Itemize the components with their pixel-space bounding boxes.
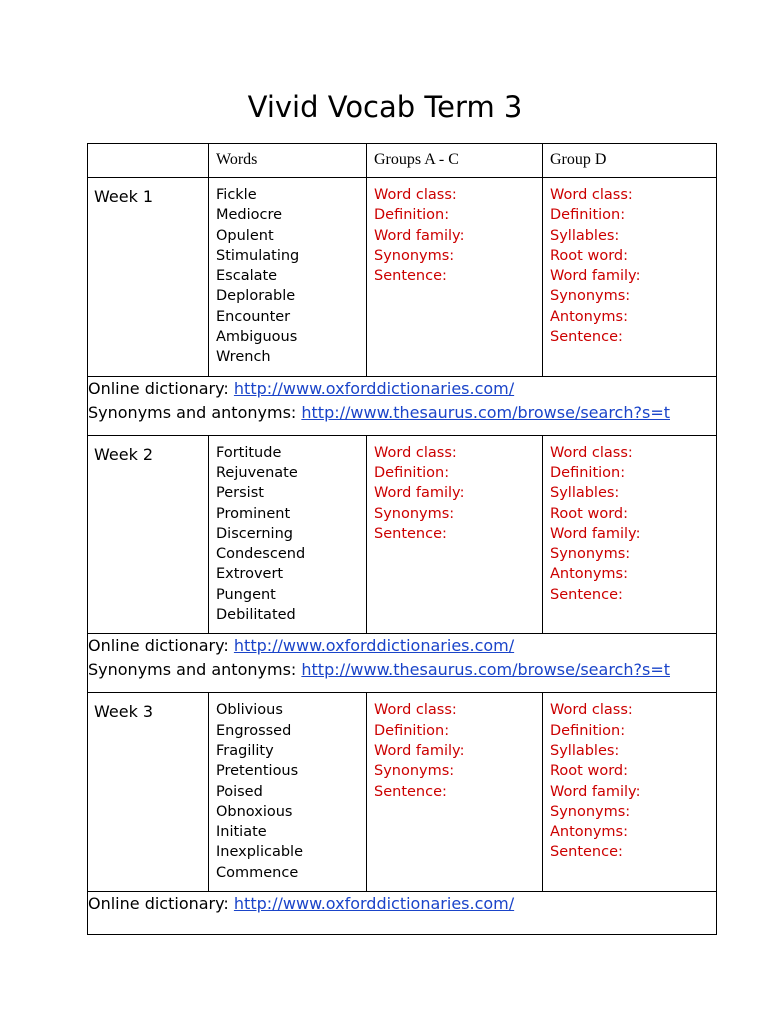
header-group-d-label: Group D bbox=[550, 151, 607, 168]
word-item: Obnoxious bbox=[216, 803, 293, 820]
field-item: Synonyms: bbox=[374, 505, 455, 522]
word-item: Fickle bbox=[216, 187, 257, 203]
field-item: Word family: bbox=[550, 783, 641, 800]
word-item: Stimulating bbox=[216, 247, 300, 264]
field-item: Antonyms: bbox=[550, 824, 629, 841]
thesaurus-link[interactable]: http://www.thesaurus.com/browse/search?s=t bbox=[301, 660, 670, 680]
groups-a-c-field-list bbox=[367, 436, 542, 552]
resources-row bbox=[88, 634, 717, 693]
word-item: Pungent bbox=[216, 586, 276, 603]
field-item: Antonyms: bbox=[550, 566, 629, 583]
word-item: Pretentious bbox=[216, 763, 299, 780]
dictionary-link[interactable]: http://www.oxforddictionaries.com/ bbox=[233, 378, 515, 398]
header-empty-cell bbox=[88, 144, 209, 178]
resources-cell bbox=[88, 376, 717, 435]
field-item: Sentence: bbox=[374, 783, 447, 800]
header-groups-a-c bbox=[367, 144, 543, 178]
field-item: Sentence: bbox=[550, 329, 623, 346]
field-item: Word class: bbox=[550, 444, 633, 461]
groups-a-c-cell bbox=[367, 435, 543, 634]
page-title: Vivid Vocab Term 3 bbox=[247, 90, 523, 124]
dictionary-link[interactable]: http://www.oxforddictionaries.com/ bbox=[233, 894, 515, 914]
thesaurus-label: Synonyms and antonyms: bbox=[88, 402, 302, 422]
week-cell bbox=[88, 435, 209, 634]
word-item: Oblivious bbox=[216, 702, 283, 719]
thesaurus-link[interactable]: http://www.thesaurus.com/browse/search?s=t bbox=[301, 402, 670, 422]
thesaurus-label: Synonyms and antonyms: bbox=[88, 660, 302, 680]
week-row bbox=[88, 693, 717, 892]
groups-a-c-cell bbox=[367, 178, 543, 377]
week-label: Week 2 bbox=[94, 444, 154, 464]
word-list bbox=[209, 693, 366, 891]
field-item: Definition: bbox=[374, 722, 450, 739]
word-item: Deplorable bbox=[216, 288, 296, 305]
field-item: Definition: bbox=[550, 207, 626, 224]
group-d-cell bbox=[543, 178, 717, 377]
field-item: Syllables: bbox=[550, 227, 620, 244]
field-item: Word family: bbox=[374, 485, 465, 502]
word-item: Escalate bbox=[216, 268, 278, 285]
dictionary-line bbox=[88, 634, 716, 658]
field-item: Synonyms: bbox=[550, 803, 631, 820]
field-item: Definition: bbox=[550, 464, 626, 481]
week-label: Week 3 bbox=[94, 702, 154, 722]
field-item: Root word: bbox=[550, 505, 628, 522]
field-item: Word class: bbox=[374, 702, 457, 719]
field-item: Syllables: bbox=[550, 485, 620, 502]
field-item: Synonyms: bbox=[374, 247, 455, 264]
field-item: Antonyms: bbox=[550, 308, 629, 325]
word-item: Prominent bbox=[216, 505, 291, 522]
thesaurus-line bbox=[88, 401, 716, 425]
vocab-table bbox=[87, 143, 717, 935]
field-item: Syllables: bbox=[550, 742, 620, 759]
week-cell bbox=[88, 178, 209, 377]
week-row bbox=[88, 178, 717, 377]
dictionary-label: Online dictionary: bbox=[88, 894, 234, 914]
word-item: Encounter bbox=[216, 308, 291, 325]
field-item: Word class: bbox=[550, 187, 633, 203]
words-cell bbox=[209, 435, 367, 634]
field-item: Word class: bbox=[374, 444, 457, 461]
word-item: Rejuvenate bbox=[216, 464, 298, 481]
group-d-cell bbox=[543, 435, 717, 634]
header-row bbox=[88, 144, 717, 178]
word-item: Discerning bbox=[216, 525, 293, 542]
word-item: Fortitude bbox=[216, 444, 282, 461]
field-item: Root word: bbox=[550, 763, 628, 780]
word-item: Initiate bbox=[216, 824, 267, 841]
words-cell bbox=[209, 178, 367, 377]
group-d-cell bbox=[543, 693, 717, 892]
word-list bbox=[209, 436, 366, 634]
field-item: Word class: bbox=[374, 187, 457, 203]
group-d-field-list bbox=[543, 436, 716, 613]
word-item: Persist bbox=[216, 485, 264, 502]
dictionary-line bbox=[88, 892, 716, 916]
field-item: Root word: bbox=[550, 247, 628, 264]
week-label: Week 1 bbox=[94, 187, 154, 206]
header-words-label: Words bbox=[216, 151, 258, 168]
field-item: Sentence: bbox=[374, 268, 447, 285]
field-item: Definition: bbox=[550, 722, 626, 739]
words-cell bbox=[209, 693, 367, 892]
header-groups-a-c-label: Groups A - C bbox=[374, 151, 459, 168]
thesaurus-line bbox=[88, 658, 716, 682]
field-item: Word family: bbox=[374, 742, 465, 759]
resources-row bbox=[88, 376, 717, 435]
field-item: Word family: bbox=[550, 268, 641, 285]
word-item: Inexplicable bbox=[216, 844, 303, 861]
word-item: Condescend bbox=[216, 546, 306, 563]
word-item: Extrovert bbox=[216, 566, 284, 583]
word-item: Opulent bbox=[216, 227, 274, 244]
dictionary-label: Online dictionary: bbox=[88, 378, 234, 398]
resources-row bbox=[88, 892, 717, 935]
field-item: Word family: bbox=[550, 525, 641, 542]
word-item: Wrench bbox=[216, 349, 271, 366]
word-item: Commence bbox=[216, 864, 299, 881]
field-item: Synonyms: bbox=[550, 288, 631, 305]
field-item: Synonyms: bbox=[550, 546, 631, 563]
word-item: Engrossed bbox=[216, 722, 292, 739]
word-item: Poised bbox=[216, 783, 263, 800]
word-item: Ambiguous bbox=[216, 329, 298, 346]
word-item: Mediocre bbox=[216, 207, 283, 224]
week-row bbox=[88, 435, 717, 634]
header-group-d bbox=[543, 144, 717, 178]
group-d-field-list bbox=[543, 693, 716, 870]
word-list bbox=[209, 178, 366, 376]
field-item: Word family: bbox=[374, 227, 465, 244]
groups-a-c-cell bbox=[367, 693, 543, 892]
group-d-field-list bbox=[543, 178, 716, 355]
header-words bbox=[209, 144, 367, 178]
resources-cell bbox=[88, 892, 717, 935]
week-cell bbox=[88, 693, 209, 892]
field-item: Definition: bbox=[374, 207, 450, 224]
field-item: Synonyms: bbox=[374, 763, 455, 780]
resources-cell bbox=[88, 634, 717, 693]
groups-a-c-field-list bbox=[367, 693, 542, 809]
field-item: Definition: bbox=[374, 464, 450, 481]
dictionary-label: Online dictionary: bbox=[88, 636, 234, 656]
word-item: Fragility bbox=[216, 742, 274, 759]
dictionary-link[interactable]: http://www.oxforddictionaries.com/ bbox=[233, 636, 515, 656]
word-item: Debilitated bbox=[216, 607, 296, 624]
field-item: Word class: bbox=[550, 702, 633, 719]
groups-a-c-field-list bbox=[367, 178, 542, 294]
field-item: Sentence: bbox=[374, 525, 447, 542]
dictionary-line bbox=[88, 377, 716, 401]
field-item: Sentence: bbox=[550, 586, 623, 603]
field-item: Sentence: bbox=[550, 844, 623, 861]
